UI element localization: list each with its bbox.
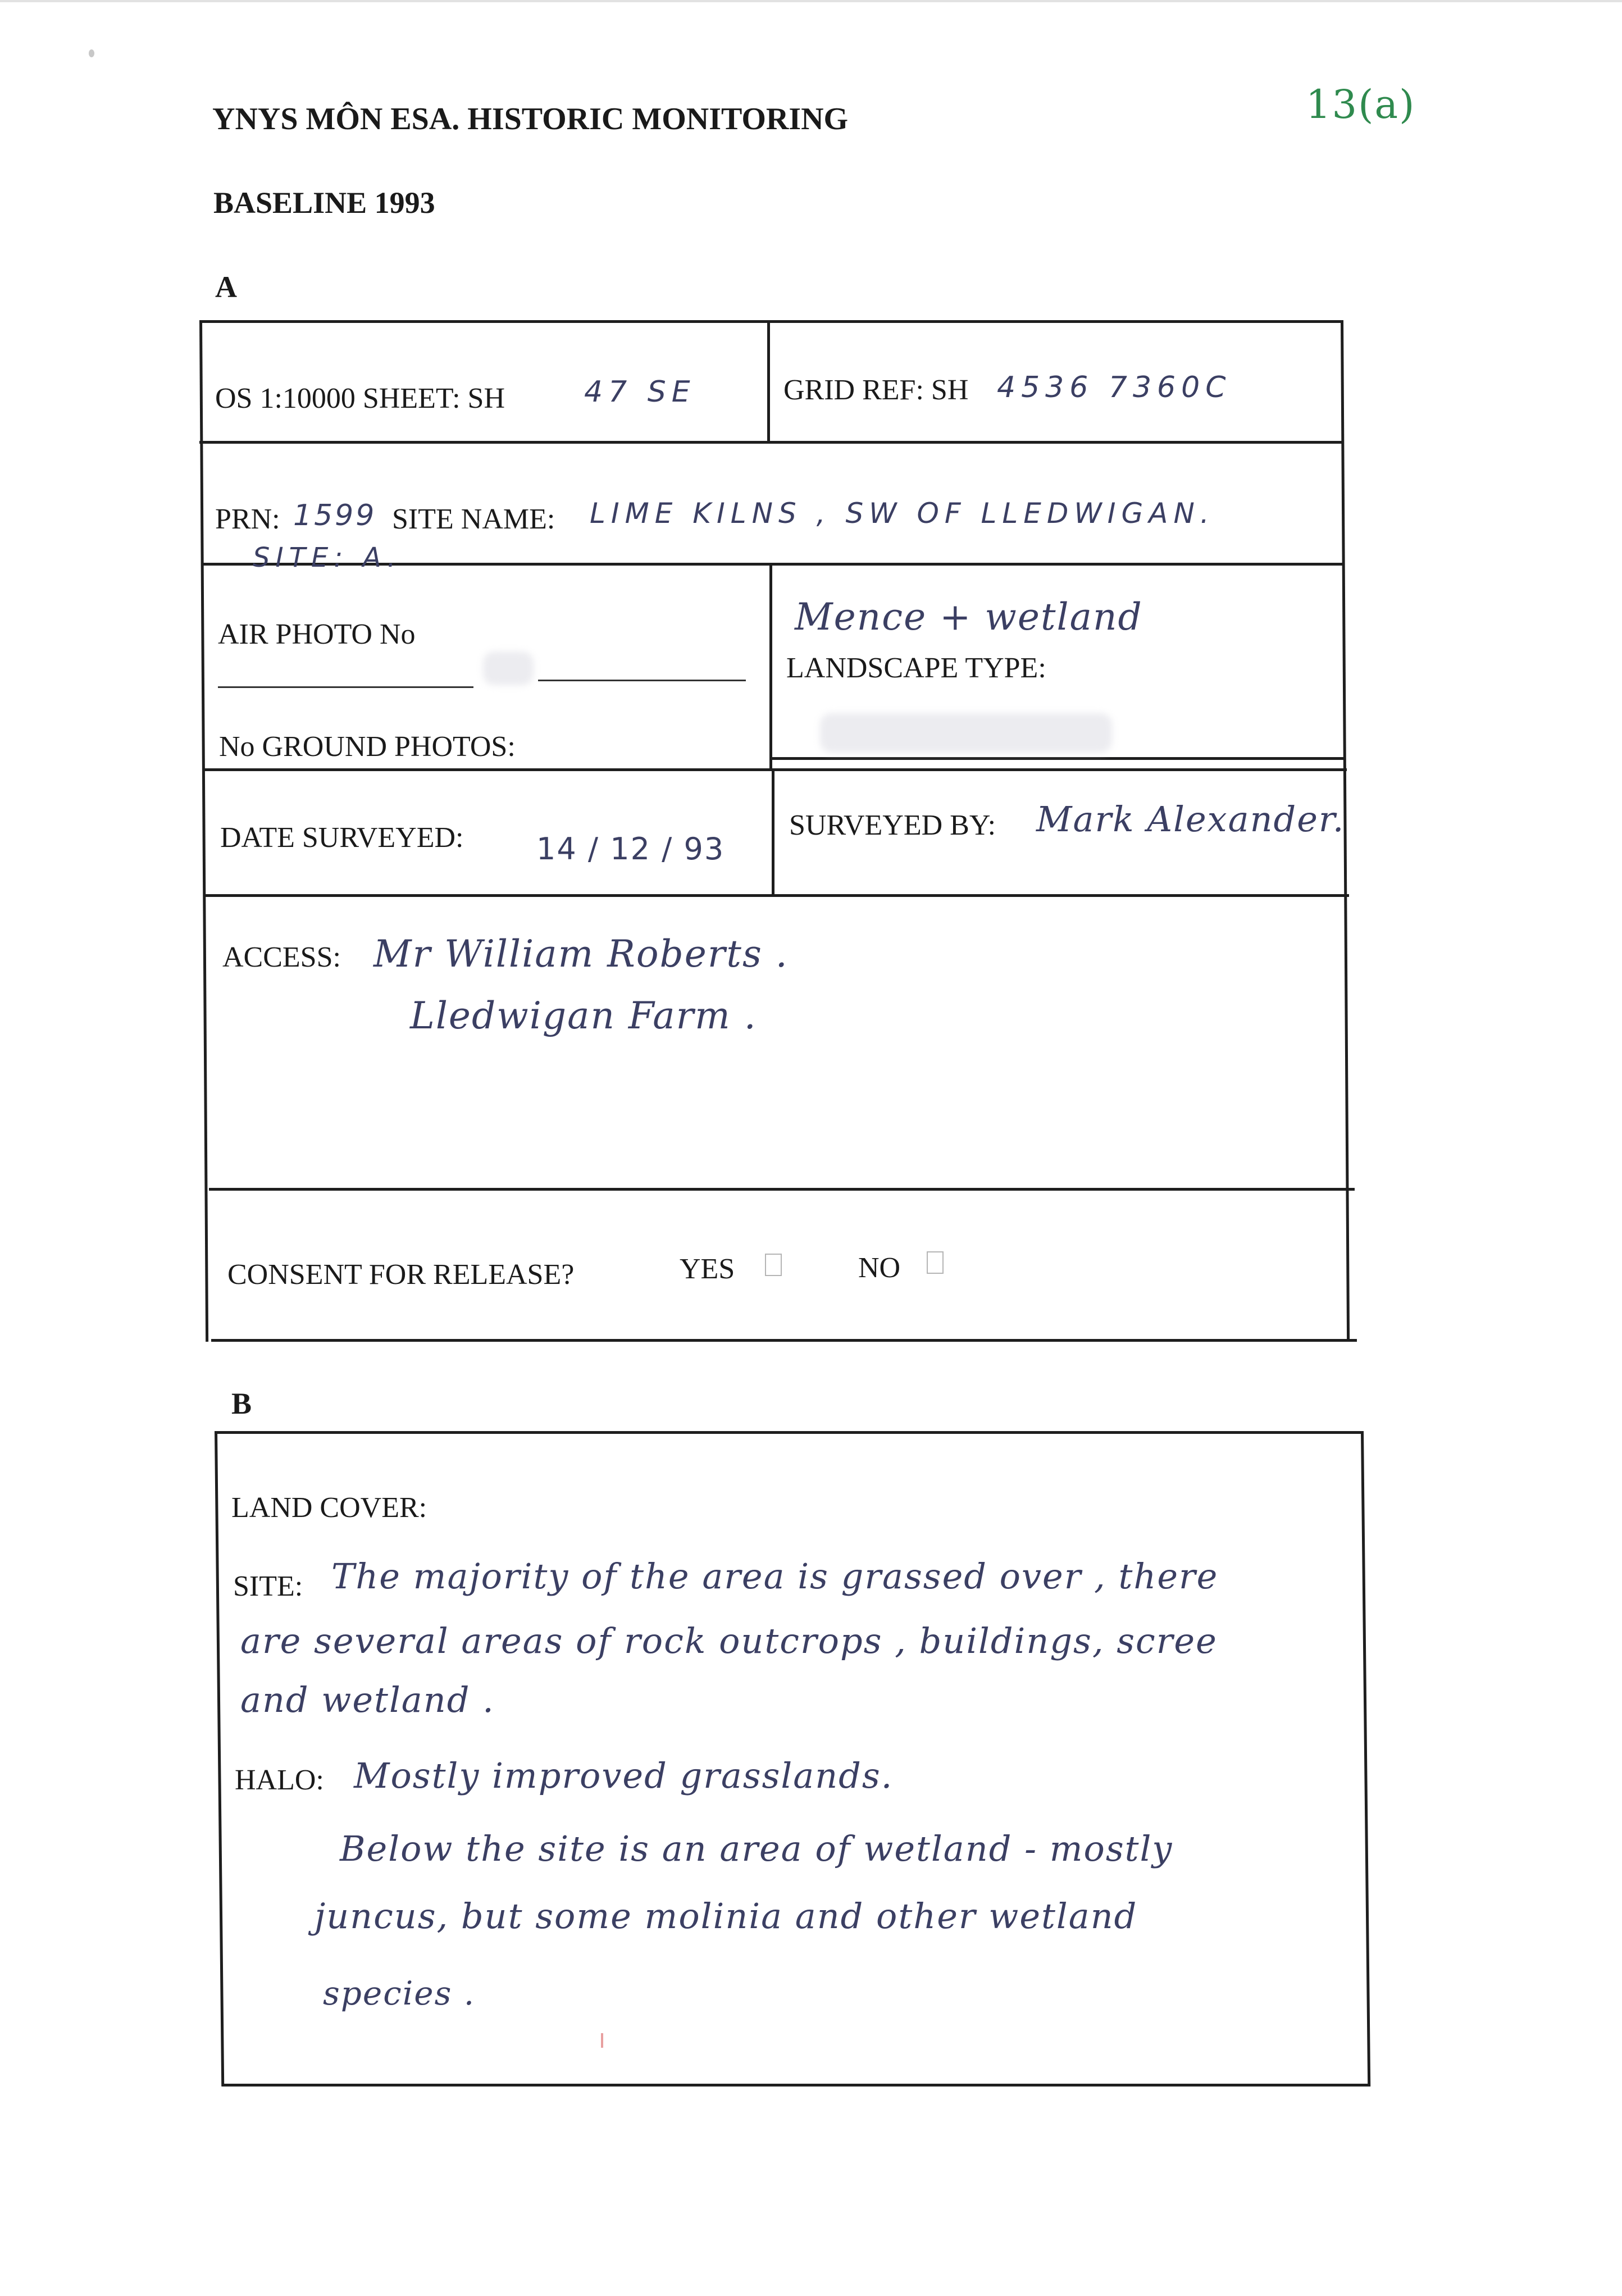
erased-mark — [820, 713, 1112, 753]
prn-value: 1599 — [293, 499, 377, 532]
grid-ref-value: 4536 7360C — [997, 371, 1232, 404]
prn-label: PRN: — [215, 503, 280, 535]
baseline-heading: BASELINE 1993 — [213, 186, 435, 220]
access-value-line1: Mr William Roberts . — [373, 932, 789, 976]
consent-no-checkbox[interactable] — [927, 1251, 944, 1274]
air-photo-label: AIR PHOTO No — [218, 618, 416, 650]
scan-speck — [601, 2033, 603, 2048]
halo-line: species . — [323, 1974, 476, 2012]
site-cover-label: SITE: — [233, 1570, 303, 1602]
scan-edge — [0, 0, 1622, 2]
access-value-line2: Lledwigan Farm . — [410, 994, 757, 1037]
site-cover-line: are several areas of rock outcrops , buildings, scree — [240, 1620, 1218, 1661]
date-surveyed-value: 14 / 12 / 93 — [536, 831, 725, 867]
consent-yes-label: YES — [680, 1253, 735, 1285]
site-value: SITE: A. — [253, 542, 402, 573]
site-name-label: SITE NAME: — [392, 503, 555, 535]
landscape-type-label: LANDSCAPE TYPE: — [786, 652, 1046, 684]
row-border — [199, 441, 1342, 444]
row-border — [202, 768, 1347, 771]
section-a-label: A — [215, 270, 237, 304]
col-divider — [772, 768, 774, 895]
scan-speck — [89, 49, 94, 57]
page-annotation: 13(a) — [1306, 81, 1416, 127]
halo-line: juncus, but some molinia and other wetland — [315, 1896, 1138, 1937]
halo-line: Below the site is an area of wetland - mostly — [340, 1828, 1173, 1869]
row-border — [203, 894, 1349, 897]
ground-photos-label: No GROUND PHOTOS: — [219, 731, 516, 763]
date-surveyed-label: DATE SURVEYED: — [220, 822, 464, 854]
consent-label: CONSENT FOR RELEASE? — [227, 1259, 575, 1291]
site-cover-line: The majority of the area is grassed over , there — [331, 1556, 1219, 1597]
site-cover-line: and wetland . — [240, 1679, 495, 1720]
landscape-type-value: Mence + wetland — [795, 595, 1143, 639]
box-border — [215, 1431, 1363, 1434]
os-sheet-label: OS 1:10000 SHEET: SH — [215, 382, 505, 414]
land-cover-label: LAND COVER: — [231, 1492, 427, 1524]
col-divider — [769, 563, 772, 769]
row-border — [209, 1188, 1355, 1191]
consent-yes-checkbox[interactable] — [765, 1254, 782, 1276]
consent-no-label: NO — [858, 1252, 901, 1284]
left-border — [199, 320, 208, 1342]
row-border — [211, 1339, 1357, 1342]
air-photo-blank — [218, 686, 473, 688]
surveyed-by-value: Mark Alexander. — [1036, 799, 1345, 840]
form-title: YNYS MÔN ESA. HISTORIC MONITORING — [212, 102, 849, 136]
row-border — [769, 757, 1345, 760]
halo-label: HALO: — [235, 1764, 324, 1796]
site-name-value: LIME KILNS , SW OF LLEDWIGAN. — [590, 497, 1215, 530]
row-border — [199, 320, 1342, 323]
os-sheet-value: 47 SE — [584, 375, 696, 409]
box-border — [1361, 1431, 1370, 2087]
halo-line: Mostly improved grasslands. — [354, 1755, 894, 1796]
grid-ref-label: GRID REF: SH — [783, 374, 969, 406]
access-label: ACCESS: — [222, 941, 341, 973]
air-photo-blank — [538, 680, 746, 681]
surveyed-by-label: SURVEYED BY: — [789, 809, 996, 841]
box-border — [215, 1431, 224, 2087]
erased-mark — [483, 652, 534, 685]
box-border — [222, 2084, 1370, 2087]
section-b-label: B — [231, 1387, 252, 1420]
col-divider — [767, 320, 770, 442]
